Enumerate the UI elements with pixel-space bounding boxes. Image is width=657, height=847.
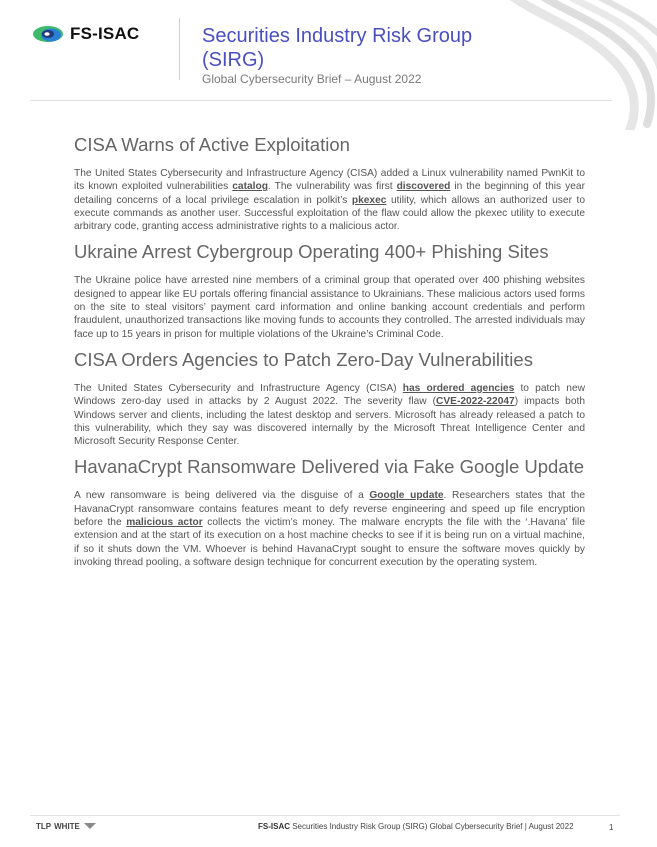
section-cisa-warns: [74, 134, 585, 233]
section-heading: CISA Warns of Active Exploitation: [74, 134, 350, 155]
chevron-down-icon: [84, 823, 96, 830]
section-heading: Ukraine Arrest Cybergroup Operating 400+ Phishing Sites: [74, 241, 549, 263]
section-ukraine-arrest: [74, 241, 585, 340]
google-update-link[interactable]: Google update: [369, 490, 444, 502]
tlp-text: TLP: [36, 822, 52, 831]
section-heading: HavanaCrypt Ransomware Delivered via Fake Google Update: [74, 456, 585, 478]
section-body: The United States Cybersecurity and Infrastructure Agency (CISA) has ordered agencies to patch new Windows zero-day used in attacks by 2 August 2022. The severity flaw (CVE-2022-22047) impacts both Windows server and clients, including the latest desktop and servers. Microsoft has already released a patch to this vulnerability, which they say was discovered internally by the Microsoft Threat Intelligence Center and Microsoft Security Response Center.: [74, 382, 586, 448]
section-body: The United States Cybersecurity and Infrastructure Agency (CISA) added a Linux vulnerability named PwnKit to its known exploited vulnerabilities catalog. The vulnerability was first discovered in the beginning of this year detailing concerns of a local privilege escalation in polkit’s pkexec utility, which allows an authorized user to execute commands as another user. Successful exploitation of the flaw could allow the pkexec utility to execute arbitrary code, granting access administrative rights to a malicious actor.: [74, 168, 585, 233]
page-subtitle: Global Cybersecurity Brief – August 2022: [202, 72, 422, 86]
tlp-label: [36, 822, 96, 831]
has-ordered-agencies-link[interactable]: has ordered agencies: [402, 382, 515, 394]
footer-description: Securities Industry Risk Group (SIRG) Global Cybersecurity Brief | August 2022: [290, 822, 574, 831]
footer-brand: FS-ISAC: [258, 822, 290, 831]
decorative-swirl-graphic: [497, 0, 657, 130]
header-divider: [179, 18, 180, 80]
section-cisa-orders: [74, 349, 585, 448]
section-body: A new ransomware is being delivered via the disguise of a Google update. Researchers states that the HavanaCrypt ransomware contains features meant to defy reverse engineering and speed up file encryption before the malicious actor collects the victim’s money. The malware encrypts the file with the ‘.Havana’ file extension and at the start of its execution on a host machine checks to see if it is being run on a virtual machine, if so it shuts down the VM. Whoever is behind HavanaCrypt sought to ensure the software moves quickly by invoking thread pooling, a software design technique for concurrent execution by the operating system.: [74, 490, 585, 568]
page-title: Securities Industry Risk Group (SIRG): [202, 25, 473, 71]
section-body: The Ukraine police have arrested nine members of a criminal group that operated over 400 phishing websites designed to appear like EU portals offering financial assistance to Ukrainians. These malicious actors used forms on the site to steal visitors’ payment card information and online banking account credentials and perform fraudulent, unauthorized transactions like moving funds to accounts they controlled. The arrested individuals may face up to 15 years in prison for multiple violations of the Ukraine’s Criminal Code.: [74, 275, 585, 340]
header-rule: [30, 100, 612, 101]
catalog-link[interactable]: catalog: [232, 181, 268, 193]
discovered-link[interactable]: discovered: [396, 181, 451, 193]
footer-rule: [30, 815, 620, 816]
section-havanacrypt: [74, 456, 585, 569]
fs-isac-logo-mark-icon: [32, 24, 64, 44]
footer-text: [258, 822, 574, 831]
pkexec-link[interactable]: pkexec: [351, 194, 387, 206]
logo-text: FS-ISAC: [70, 24, 140, 43]
tlp-level: WHITE: [54, 822, 80, 831]
cve-link[interactable]: CVE-2022-22047: [436, 396, 515, 408]
page-number: 1: [609, 823, 614, 832]
section-heading: CISA Orders Agencies to Patch Zero-Day Vulnerabilities: [74, 348, 533, 370]
fs-isac-logo: [32, 24, 139, 44]
malicious-actor-link[interactable]: malicious actor: [126, 517, 203, 529]
brief-content: [74, 134, 585, 577]
